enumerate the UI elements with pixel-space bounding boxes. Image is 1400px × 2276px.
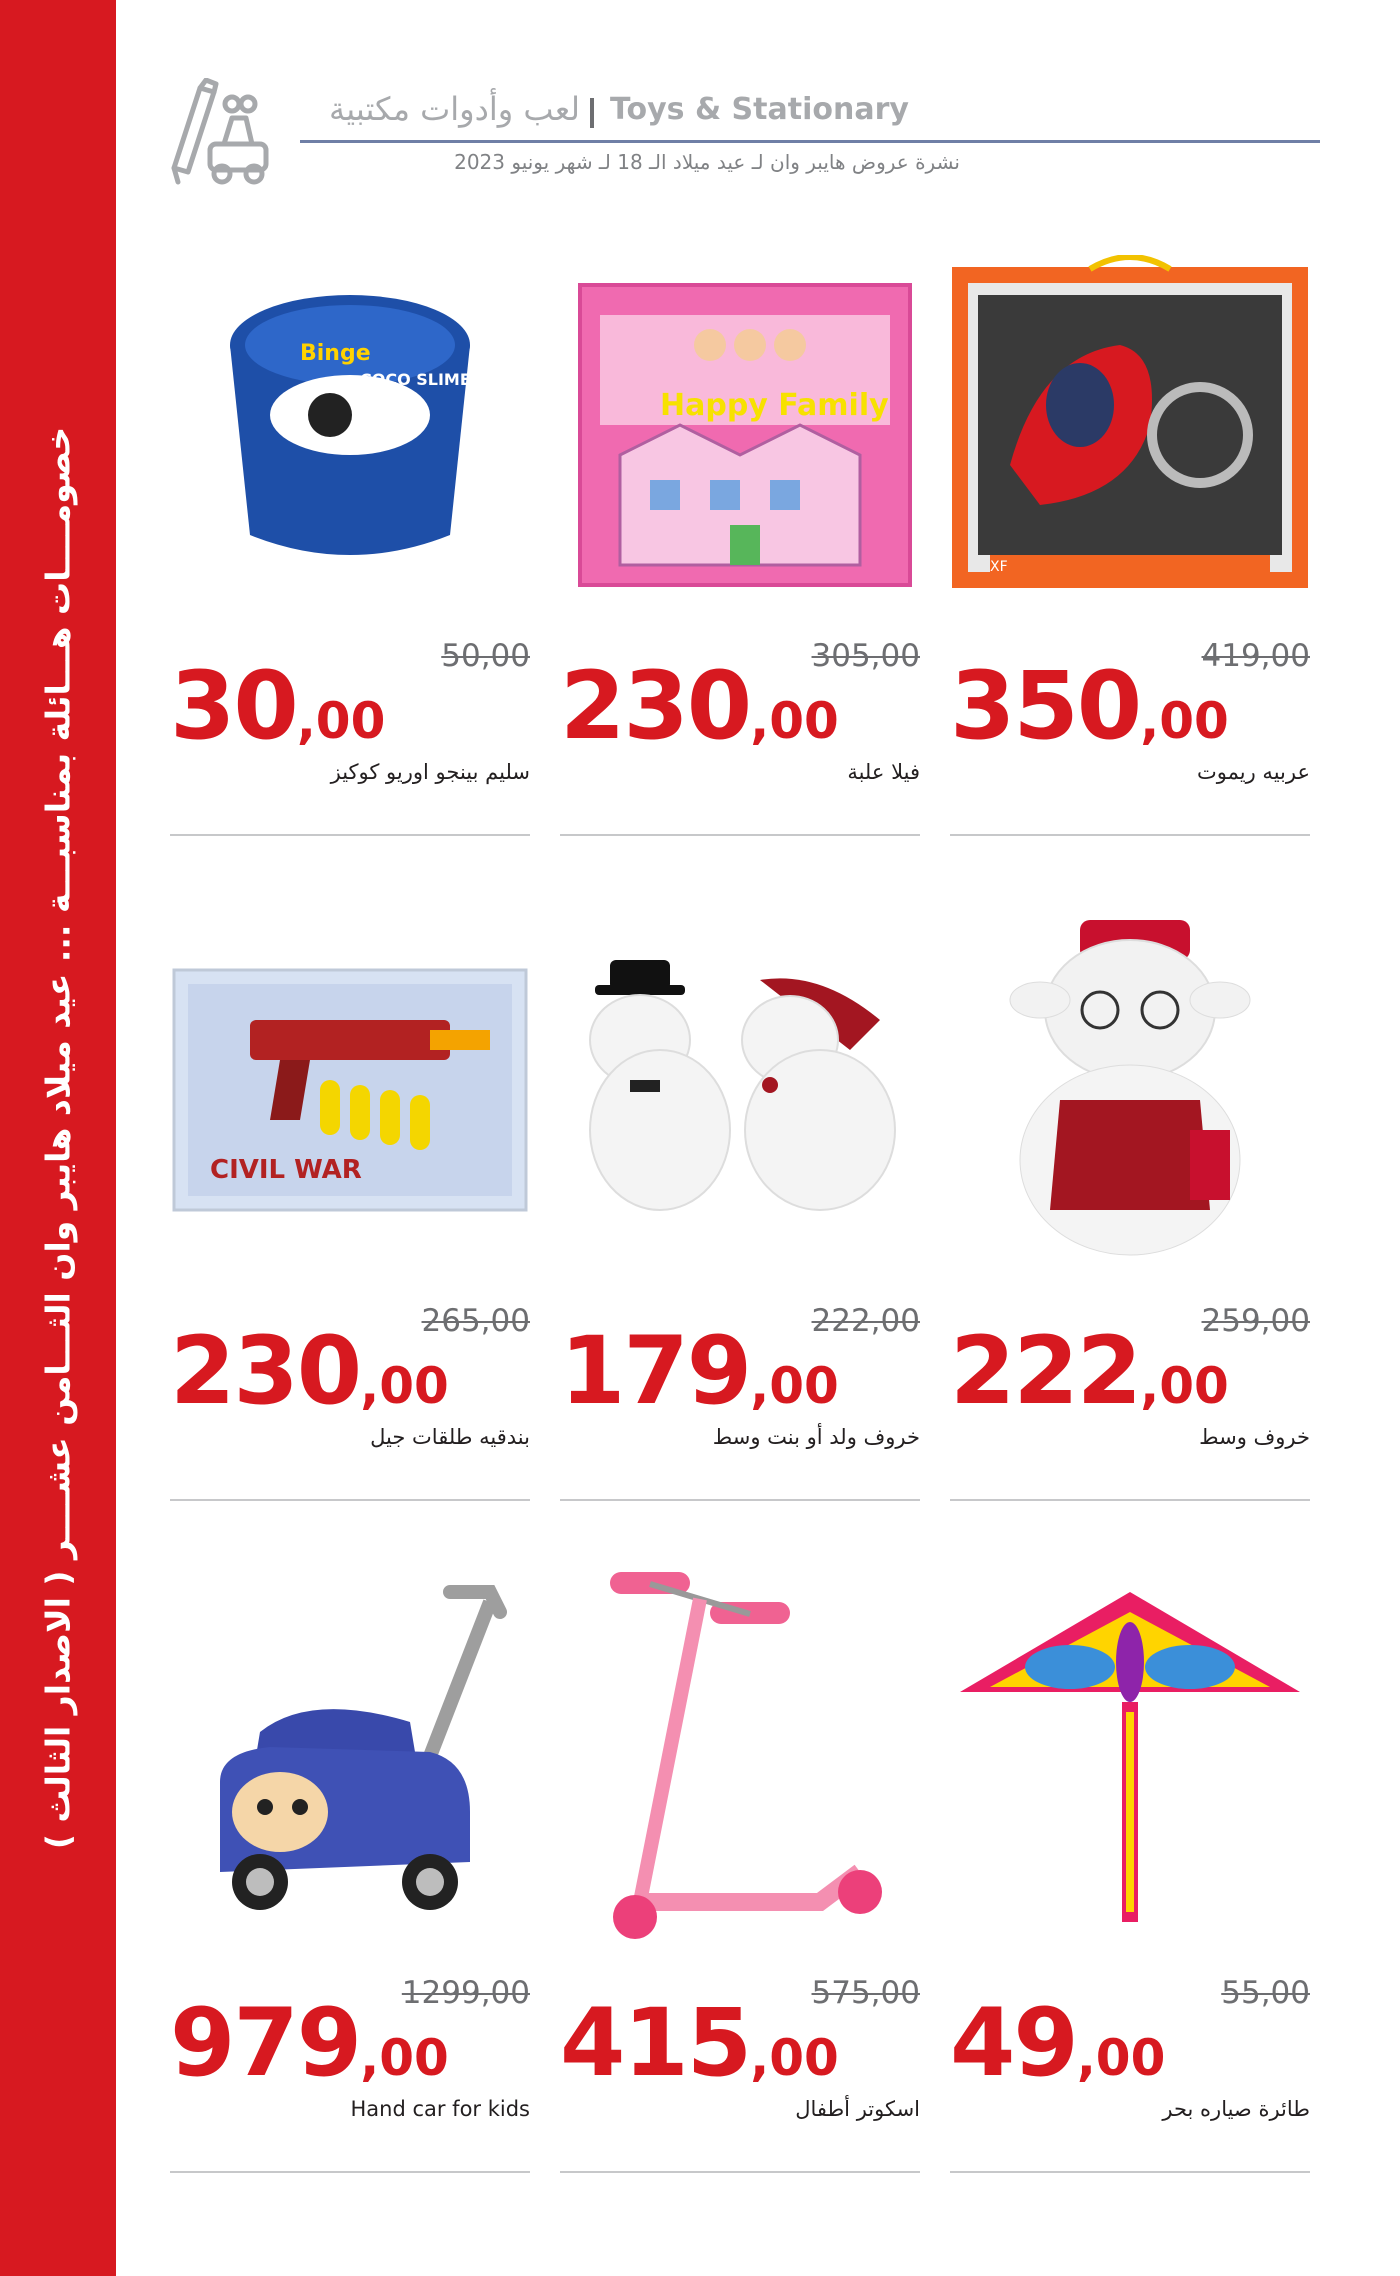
product-name: خروف وسط bbox=[1199, 1425, 1310, 1449]
old-price: 265,00 bbox=[421, 1303, 530, 1339]
card-divider bbox=[170, 1499, 530, 1501]
side-banner bbox=[0, 0, 116, 2276]
old-price: 222,00 bbox=[811, 1303, 920, 1339]
old-price: 305,00 bbox=[811, 638, 920, 674]
header-subtitle: نشرة عروض هايبر وان لـ عيد ميلاد الـ 18 لـ شهر يونيو 2023 bbox=[454, 150, 960, 174]
price-decimal: ,00 bbox=[750, 692, 839, 750]
card-divider bbox=[950, 2171, 1310, 2173]
old-price: 419,00 bbox=[1201, 638, 1310, 674]
price-integer: 350 bbox=[950, 652, 1141, 761]
gel-blaster-icon bbox=[170, 895, 530, 1285]
product-name: طائرة صياره بحر bbox=[1162, 2097, 1310, 2121]
kite-icon bbox=[950, 1567, 1310, 1957]
product-card-scooter[interactable] bbox=[560, 1567, 920, 2187]
header-title-arabic: لعب وأدوات مكتبية bbox=[329, 90, 580, 128]
card-divider bbox=[170, 2171, 530, 2173]
old-price: 55,00 bbox=[1221, 1975, 1310, 2011]
card-divider bbox=[560, 1499, 920, 1501]
svg-text:COCO SLIME: COCO SLIME bbox=[360, 370, 471, 389]
product-name: اسكوتر أطفال bbox=[795, 2097, 920, 2121]
old-price: 1299,00 bbox=[401, 1975, 530, 2011]
old-price: 259,00 bbox=[1201, 1303, 1310, 1339]
price bbox=[170, 1989, 449, 2107]
svg-text:CIVIL WAR: CIVIL WAR bbox=[210, 1155, 362, 1185]
product-name: خروف ولد أو بنت وسط bbox=[712, 1425, 920, 1449]
price-decimal: ,00 bbox=[296, 692, 386, 750]
product-card-gel-blaster[interactable] bbox=[170, 895, 530, 1515]
price-decimal: ,00 bbox=[750, 1357, 839, 1415]
product-card-sheep-plush[interactable] bbox=[950, 895, 1310, 1515]
price bbox=[950, 1317, 1229, 1435]
card-divider bbox=[950, 1499, 1310, 1501]
price bbox=[560, 652, 839, 770]
header-separator bbox=[590, 98, 594, 128]
slime-tub-icon bbox=[170, 230, 530, 620]
price-decimal: ,00 bbox=[1076, 2029, 1166, 2087]
price bbox=[170, 652, 386, 770]
page-header bbox=[160, 70, 1320, 200]
product-name: بندقيه طلقات جيل bbox=[370, 1425, 530, 1449]
header-title-english: Toys & Stationary bbox=[610, 92, 909, 127]
product-card-slime[interactable] bbox=[170, 230, 530, 850]
product-card-doll-house[interactable] bbox=[560, 230, 920, 850]
product-grid bbox=[170, 230, 1330, 2230]
doll-house-icon bbox=[560, 230, 920, 620]
price-integer: 979 bbox=[170, 1989, 361, 2098]
price-integer: 230 bbox=[170, 1317, 361, 1426]
price bbox=[560, 1317, 839, 1435]
card-divider bbox=[560, 2171, 920, 2173]
price bbox=[950, 1989, 1166, 2107]
remote-car-icon bbox=[950, 230, 1310, 620]
scooter-icon bbox=[560, 1567, 920, 1957]
price-integer: 30 bbox=[170, 652, 297, 761]
sheep-plush-icon bbox=[950, 895, 1310, 1285]
price-decimal: ,00 bbox=[1140, 692, 1229, 750]
price bbox=[170, 1317, 449, 1435]
product-card-sheep-pair[interactable] bbox=[560, 895, 920, 1515]
price bbox=[950, 652, 1229, 770]
product-card-hand-car[interactable] bbox=[170, 1567, 530, 2187]
product-name: فيلا علبة bbox=[847, 760, 920, 784]
card-divider bbox=[170, 834, 530, 836]
old-price: 50,00 bbox=[441, 638, 530, 674]
svg-text:XF: XF bbox=[990, 559, 1008, 575]
price bbox=[560, 1989, 839, 2107]
product-card-remote-car[interactable] bbox=[950, 230, 1310, 850]
product-name: Hand car for kids bbox=[350, 2097, 530, 2121]
price-decimal: ,00 bbox=[750, 2029, 839, 2087]
price-decimal: ,00 bbox=[1140, 1357, 1229, 1415]
price-integer: 230 bbox=[560, 652, 751, 761]
price-decimal: ,00 bbox=[360, 2029, 449, 2087]
price-integer: 222 bbox=[950, 1317, 1141, 1426]
svg-text:Happy Family: Happy Family bbox=[660, 388, 889, 423]
product-name: سليم بينجو اوريو كوكيز bbox=[330, 760, 530, 784]
price-integer: 415 bbox=[560, 1989, 751, 2098]
svg-text:Binge: Binge bbox=[300, 341, 371, 366]
toys-stationary-icon bbox=[166, 78, 276, 188]
product-card-kite[interactable] bbox=[950, 1567, 1310, 2187]
card-divider bbox=[560, 834, 920, 836]
sheep-pair-icon bbox=[560, 895, 920, 1285]
price-integer: 49 bbox=[950, 1989, 1077, 2098]
product-name: عربيه ريموت bbox=[1197, 760, 1310, 784]
card-divider bbox=[950, 834, 1310, 836]
old-price: 575,00 bbox=[811, 1975, 920, 2011]
header-rule bbox=[300, 140, 1320, 143]
price-integer: 179 bbox=[560, 1317, 751, 1426]
price-decimal: ,00 bbox=[360, 1357, 449, 1415]
hand-car-icon bbox=[170, 1567, 530, 1957]
side-banner-text: خصومــــات هـــائلة بمناسبـــة ... عيد ميلاد هايبر وان الثـــامن عشــــر ( الاصدار الثالث ) bbox=[38, 426, 78, 1850]
